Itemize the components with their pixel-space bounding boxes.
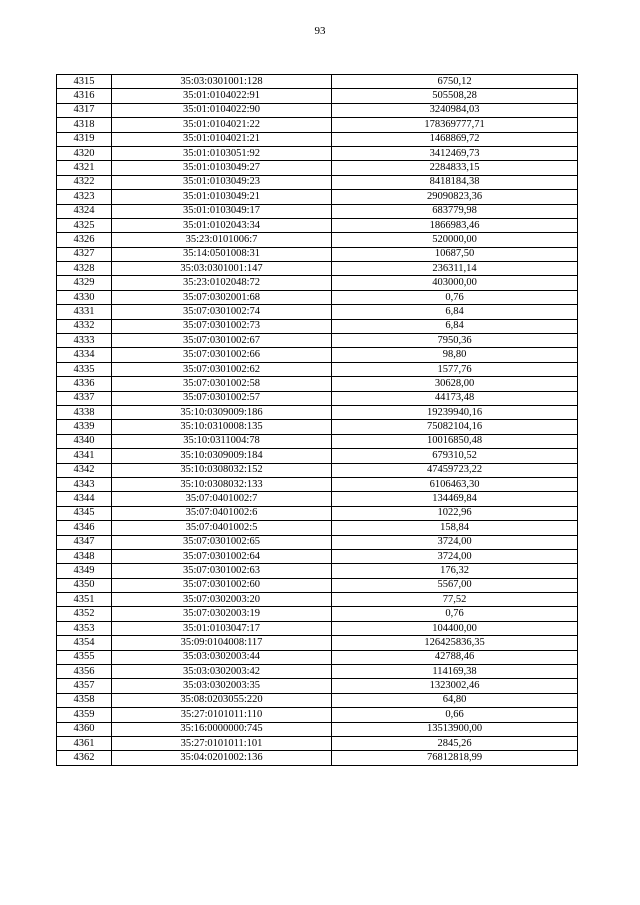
- row-number-cell: 4325: [57, 218, 112, 232]
- cadastral-number-cell: 35:10:0308032:133: [112, 477, 332, 491]
- row-number-cell: 4362: [57, 751, 112, 765]
- row-number-cell: 4335: [57, 362, 112, 376]
- cadastral-value-cell: 104400,00: [332, 621, 578, 635]
- cadastral-number-cell: 35:07:0302003:19: [112, 607, 332, 621]
- table-row: [57, 118, 578, 132]
- cadastral-value-cell: 6,84: [332, 305, 578, 319]
- table-row: [57, 132, 578, 146]
- table-row: [57, 593, 578, 607]
- row-number-cell: 4340: [57, 434, 112, 448]
- cadastral-value-cell: 178369777,71: [332, 118, 578, 132]
- table-body: [57, 75, 578, 766]
- cadastral-number-cell: 35:01:0104022:90: [112, 103, 332, 117]
- cadastral-number-cell: 35:07:0301002:57: [112, 391, 332, 405]
- row-number-cell: 4315: [57, 75, 112, 89]
- table-row: [57, 549, 578, 563]
- row-number-cell: 4320: [57, 146, 112, 160]
- cadastral-value-cell: 1022,96: [332, 506, 578, 520]
- row-number-cell: 4342: [57, 463, 112, 477]
- cadastral-value-cell: 6106463,30: [332, 477, 578, 491]
- cadastral-value-cell: 0,76: [332, 290, 578, 304]
- row-number-cell: 4354: [57, 636, 112, 650]
- cadastral-value-cell: 76812818,99: [332, 751, 578, 765]
- cadastral-value-cell: 1577,76: [332, 362, 578, 376]
- table-row: [57, 636, 578, 650]
- table-row: [57, 262, 578, 276]
- cadastral-number-cell: 35:07:0301002:67: [112, 334, 332, 348]
- row-number-cell: 4323: [57, 190, 112, 204]
- row-number-cell: 4324: [57, 204, 112, 218]
- row-number-cell: 4316: [57, 89, 112, 103]
- cadastral-number-cell: 35:03:0302003:35: [112, 679, 332, 693]
- cadastral-value-cell: 3240984,03: [332, 103, 578, 117]
- row-number-cell: 4317: [57, 103, 112, 117]
- row-number-cell: 4361: [57, 736, 112, 750]
- table-row: [57, 146, 578, 160]
- cadastral-number-cell: 35:10:0309009:184: [112, 449, 332, 463]
- cadastral-number-cell: 35:07:0301002:63: [112, 564, 332, 578]
- row-number-cell: 4322: [57, 175, 112, 189]
- cadastral-number-cell: 35:01:0103051:92: [112, 146, 332, 160]
- cadastral-number-cell: 35:07:0401002:6: [112, 506, 332, 520]
- table-row: [57, 362, 578, 376]
- cadastral-number-cell: 35:27:0101011:110: [112, 708, 332, 722]
- cadastral-value-cell: 176,32: [332, 564, 578, 578]
- cadastral-number-cell: 35:07:0301002:58: [112, 377, 332, 391]
- cadastral-number-cell: 35:01:0104021:22: [112, 118, 332, 132]
- cadastral-number-cell: 35:03:0301001:128: [112, 75, 332, 89]
- table-row: [57, 621, 578, 635]
- cadastral-number-cell: 35:07:0301002:65: [112, 535, 332, 549]
- row-number-cell: 4356: [57, 665, 112, 679]
- cadastral-value-table: [56, 74, 578, 766]
- cadastral-number-cell: 35:07:0401002:7: [112, 492, 332, 506]
- cadastral-value-cell: 44173,48: [332, 391, 578, 405]
- row-number-cell: 4339: [57, 420, 112, 434]
- row-number-cell: 4346: [57, 521, 112, 535]
- cadastral-value-cell: 10687,50: [332, 247, 578, 261]
- table-row: [57, 477, 578, 491]
- cadastral-number-cell: 35:23:0101006:7: [112, 233, 332, 247]
- cadastral-value-cell: 114169,38: [332, 665, 578, 679]
- cadastral-value-cell: 520000,00: [332, 233, 578, 247]
- cadastral-number-cell: 35:10:0310008:135: [112, 420, 332, 434]
- table-row: [57, 578, 578, 592]
- cadastral-number-cell: 35:07:0301002:74: [112, 305, 332, 319]
- table-row: [57, 521, 578, 535]
- cadastral-number-cell: 35:07:0302003:20: [112, 593, 332, 607]
- table-row: [57, 463, 578, 477]
- row-number-cell: 4359: [57, 708, 112, 722]
- table-row: [57, 665, 578, 679]
- cadastral-value-cell: 19239940,16: [332, 405, 578, 419]
- cadastral-value-cell: 6750,12: [332, 75, 578, 89]
- row-number-cell: 4350: [57, 578, 112, 592]
- table-row: [57, 75, 578, 89]
- cadastral-number-cell: 35:07:0301002:66: [112, 348, 332, 362]
- cadastral-number-cell: 35:01:0102043:34: [112, 218, 332, 232]
- row-number-cell: 4341: [57, 449, 112, 463]
- table-row: [57, 233, 578, 247]
- table-row: [57, 161, 578, 175]
- table-row: [57, 190, 578, 204]
- table-row: [57, 650, 578, 664]
- cadastral-number-cell: 35:07:0301002:64: [112, 549, 332, 563]
- row-number-cell: 4348: [57, 549, 112, 563]
- row-number-cell: 4338: [57, 405, 112, 419]
- table-row: [57, 564, 578, 578]
- cadastral-number-cell: 35:10:0308032:152: [112, 463, 332, 477]
- cadastral-value-cell: 0,76: [332, 607, 578, 621]
- cadastral-value-cell: 2845,26: [332, 736, 578, 750]
- table-row: [57, 103, 578, 117]
- row-number-cell: 4358: [57, 693, 112, 707]
- cadastral-number-cell: 35:27:0101011:101: [112, 736, 332, 750]
- row-number-cell: 4332: [57, 319, 112, 333]
- table-row: [57, 506, 578, 520]
- row-number-cell: 4327: [57, 247, 112, 261]
- table-row: [57, 607, 578, 621]
- cadastral-value-cell: 3412469,73: [332, 146, 578, 160]
- cadastral-value-cell: 1468869,72: [332, 132, 578, 146]
- cadastral-value-cell: 3724,00: [332, 549, 578, 563]
- cadastral-number-cell: 35:07:0301002:73: [112, 319, 332, 333]
- cadastral-number-cell: 35:07:0401002:5: [112, 521, 332, 535]
- cadastral-number-cell: 35:08:0203055:220: [112, 693, 332, 707]
- cadastral-number-cell: 35:03:0302003:42: [112, 665, 332, 679]
- cadastral-number-cell: 35:16:0000000:745: [112, 722, 332, 736]
- cadastral-value-cell: 2284833,15: [332, 161, 578, 175]
- cadastral-number-cell: 35:01:0103049:27: [112, 161, 332, 175]
- cadastral-value-cell: 679310,52: [332, 449, 578, 463]
- cadastral-value-cell: 42788,46: [332, 650, 578, 664]
- table-row: [57, 218, 578, 232]
- row-number-cell: 4337: [57, 391, 112, 405]
- table-row: [57, 348, 578, 362]
- table-row: [57, 247, 578, 261]
- cadastral-value-cell: 403000,00: [332, 276, 578, 290]
- row-number-cell: 4328: [57, 262, 112, 276]
- cadastral-number-cell: 35:01:0104022:91: [112, 89, 332, 103]
- table-row: [57, 736, 578, 750]
- row-number-cell: 4331: [57, 305, 112, 319]
- table-row: [57, 89, 578, 103]
- cadastral-number-cell: 35:03:0302003:44: [112, 650, 332, 664]
- cadastral-value-cell: 98,80: [332, 348, 578, 362]
- table-row: [57, 449, 578, 463]
- cadastral-number-cell: 35:07:0301002:60: [112, 578, 332, 592]
- row-number-cell: 4336: [57, 377, 112, 391]
- table-row: [57, 391, 578, 405]
- cadastral-value-cell: 8418184,38: [332, 175, 578, 189]
- cadastral-value-cell: 505508,28: [332, 89, 578, 103]
- row-number-cell: 4352: [57, 607, 112, 621]
- table-row: [57, 276, 578, 290]
- cadastral-number-cell: 35:10:0311004:78: [112, 434, 332, 448]
- row-number-cell: 4351: [57, 593, 112, 607]
- row-number-cell: 4321: [57, 161, 112, 175]
- cadastral-value-cell: 158,84: [332, 521, 578, 535]
- cadastral-value-cell: 683779,98: [332, 204, 578, 218]
- cadastral-number-cell: 35:09:0104008:117: [112, 636, 332, 650]
- table-row: [57, 319, 578, 333]
- cadastral-number-cell: 35:01:0103049:21: [112, 190, 332, 204]
- table-row: [57, 305, 578, 319]
- row-number-cell: 4360: [57, 722, 112, 736]
- cadastral-value-cell: 77,52: [332, 593, 578, 607]
- table-row: [57, 334, 578, 348]
- cadastral-number-cell: 35:14:0501008:31: [112, 247, 332, 261]
- table-row: [57, 290, 578, 304]
- table-row: [57, 377, 578, 391]
- cadastral-value-cell: 30628,00: [332, 377, 578, 391]
- row-number-cell: 4343: [57, 477, 112, 491]
- cadastral-number-cell: 35:01:0103049:17: [112, 204, 332, 218]
- cadastral-value-cell: 236311,14: [332, 262, 578, 276]
- cadastral-value-cell: 10016850,48: [332, 434, 578, 448]
- row-number-cell: 4349: [57, 564, 112, 578]
- table-row: [57, 708, 578, 722]
- cadastral-value-cell: 7950,36: [332, 334, 578, 348]
- table-row: [57, 420, 578, 434]
- cadastral-value-cell: 5567,00: [332, 578, 578, 592]
- row-number-cell: 4333: [57, 334, 112, 348]
- cadastral-number-cell: 35:03:0301001:147: [112, 262, 332, 276]
- cadastral-value-cell: 3724,00: [332, 535, 578, 549]
- cadastral-value-cell: 6,84: [332, 319, 578, 333]
- row-number-cell: 4326: [57, 233, 112, 247]
- table-row: [57, 405, 578, 419]
- row-number-cell: 4334: [57, 348, 112, 362]
- table-row: [57, 722, 578, 736]
- row-number-cell: 4319: [57, 132, 112, 146]
- row-number-cell: 4345: [57, 506, 112, 520]
- row-number-cell: 4329: [57, 276, 112, 290]
- cadastral-value-cell: 64,80: [332, 693, 578, 707]
- row-number-cell: 4357: [57, 679, 112, 693]
- table-row: [57, 204, 578, 218]
- cadastral-value-cell: 134469,84: [332, 492, 578, 506]
- row-number-cell: 4355: [57, 650, 112, 664]
- table-row: [57, 175, 578, 189]
- row-number-cell: 4347: [57, 535, 112, 549]
- table-row: [57, 434, 578, 448]
- cadastral-value-cell: 1323002,46: [332, 679, 578, 693]
- cadastral-number-cell: 35:07:0301002:62: [112, 362, 332, 376]
- row-number-cell: 4344: [57, 492, 112, 506]
- table-row: [57, 679, 578, 693]
- cadastral-number-cell: 35:04:0201002:136: [112, 751, 332, 765]
- page-number: 93: [314, 25, 326, 37]
- cadastral-value-cell: 126425836,35: [332, 636, 578, 650]
- cadastral-value-cell: 0,66: [332, 708, 578, 722]
- cadastral-value-cell: 1866983,46: [332, 218, 578, 232]
- cadastral-value-cell: 29090823,36: [332, 190, 578, 204]
- cadastral-number-cell: 35:23:0102048:72: [112, 276, 332, 290]
- cadastral-number-cell: 35:01:0104021:21: [112, 132, 332, 146]
- table-row: [57, 492, 578, 506]
- row-number-cell: 4353: [57, 621, 112, 635]
- table-row: [57, 751, 578, 765]
- cadastral-value-cell: 75082104,16: [332, 420, 578, 434]
- table-row: [57, 535, 578, 549]
- cadastral-value-cell: 13513900,00: [332, 722, 578, 736]
- row-number-cell: 4318: [57, 118, 112, 132]
- cadastral-number-cell: 35:10:0309009:186: [112, 405, 332, 419]
- cadastral-number-cell: 35:07:0302001:68: [112, 290, 332, 304]
- table-row: [57, 693, 578, 707]
- cadastral-value-cell: 47459723,22: [332, 463, 578, 477]
- cadastral-number-cell: 35:01:0103047:17: [112, 621, 332, 635]
- cadastral-number-cell: 35:01:0103049:23: [112, 175, 332, 189]
- row-number-cell: 4330: [57, 290, 112, 304]
